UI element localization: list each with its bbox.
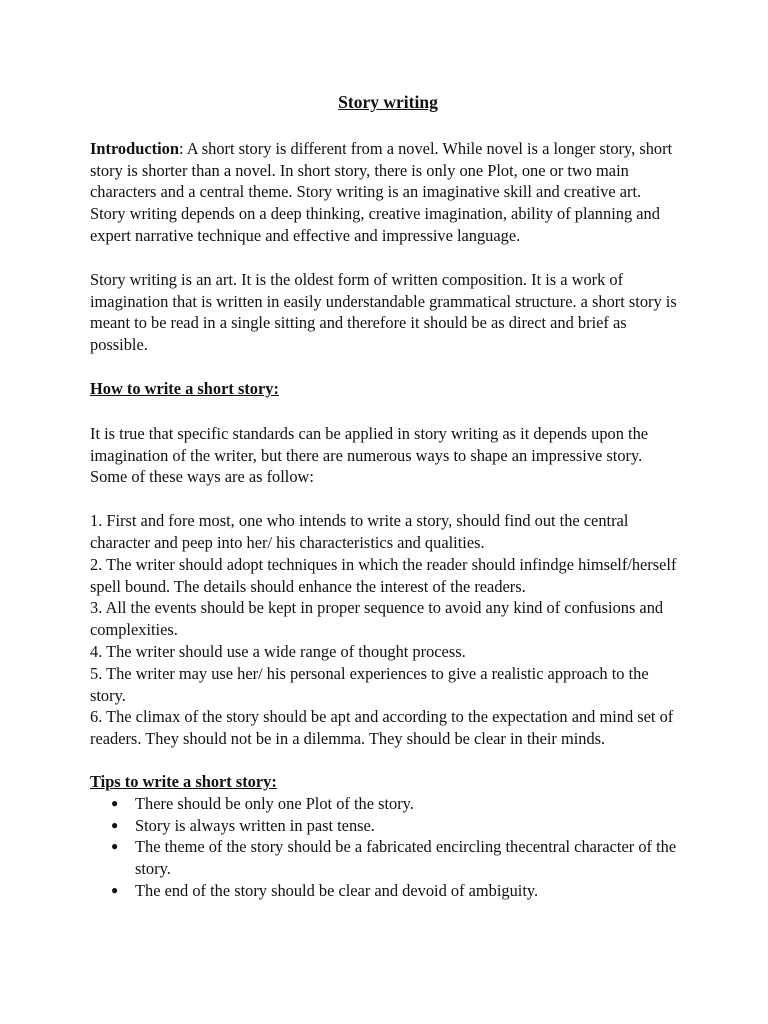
standards-paragraph: It is true that specific standards can be applied in story writing as it depends upon the imagination of the writer, but there are numerous ways to shape an impressive story. Some of these ways are as follow: xyxy=(90,423,649,487)
tip-item xyxy=(108,793,680,815)
tip-text: The theme of the story should be a fabricated encircling thecentral character of the story. xyxy=(135,837,677,879)
document-page xyxy=(90,92,680,902)
tips-heading: Tips to write a short story: xyxy=(90,771,277,791)
list-item: 6. The climax of the story should be apt and according to the expectation and mind set of readers. They should not be in a dilemma. They should be clear in their minds. xyxy=(90,707,674,749)
how-to-heading: How to write a short story: xyxy=(90,378,279,398)
list-item: 4. The writer should use a wide range of thought process. xyxy=(90,641,466,661)
list-item: 2. The writer should adopt techniques in which the reader should infindge himself/herself spell bound. The details should enhance the interest of the readers. xyxy=(90,554,677,596)
tip-item xyxy=(108,880,680,902)
bullet-icon: ● xyxy=(111,839,119,854)
intro-text: : A short story is different from a novel. While novel is a longer story, short story is shorter than a novel. In short story, there is only one Plot, one or two main characters and a central theme. Story writing is an imaginative skill and creative art. Story writing depends on a deep thinking, creative imagination, ability of planning and expert narrative technique and effective and impressive language. xyxy=(90,138,673,245)
intro-paragraph xyxy=(90,138,680,247)
tip-text: The end of the story should be clear and devoid of ambiguity. xyxy=(135,880,539,900)
tip-text: Story is always written in past tense. xyxy=(135,815,375,835)
art-paragraph: Story writing is an art. It is the oldest form of written composition. It is a work of imagination that is written in easily understandable grammatical structure. a short story is meant to be read in a single sitting and therefore it should be as direct and brief as possible. xyxy=(90,269,677,355)
intro-label: Introduction xyxy=(90,138,179,158)
list-item: 1. First and fore most, one who intends to write a story, should find out the central character and peep into her/ his characteristics and qualities. xyxy=(90,511,629,552)
list-item: 3. All the events should be kept in proper sequence to avoid any kind of confusions and complexities. xyxy=(90,598,664,640)
bullet-icon: ● xyxy=(111,882,119,897)
list-item: 5. The writer may use her/ his personal experiences to give a realistic approach to the story. xyxy=(90,663,649,705)
bullet-icon: ● xyxy=(111,817,119,832)
page-title: Story writing xyxy=(338,92,438,112)
tip-item xyxy=(108,815,680,837)
tip-text: There should be only one Plot of the story. xyxy=(135,793,414,813)
steps-list xyxy=(90,510,680,750)
bullet-icon: ● xyxy=(111,795,119,810)
tips-list xyxy=(90,793,680,902)
tip-item xyxy=(108,836,680,880)
